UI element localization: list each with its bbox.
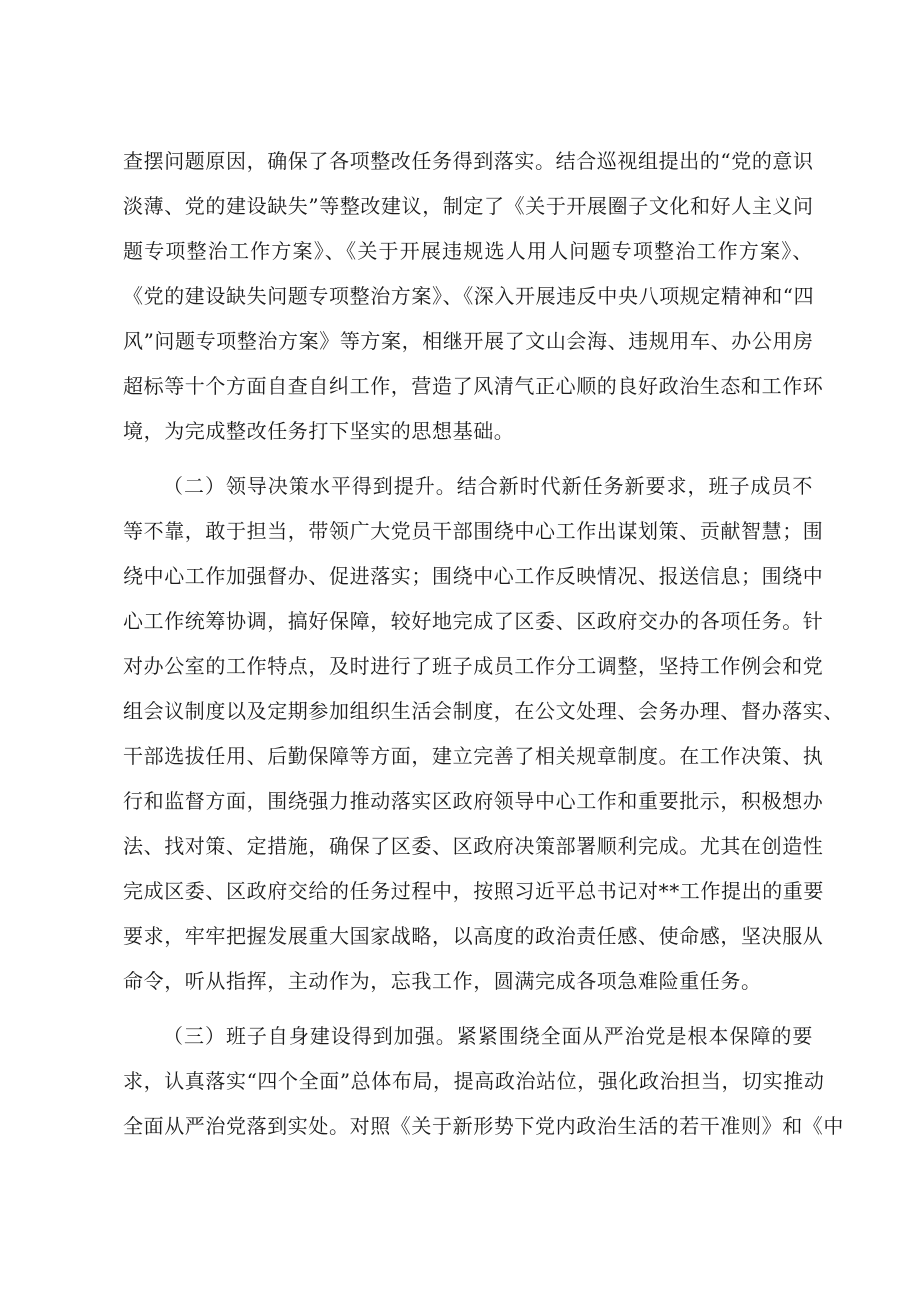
text-line: 绕中心工作加强督办、促进落实；围绕中心工作反映情况、报送信息；围绕中 bbox=[123, 564, 824, 588]
paragraph-3 bbox=[123, 1014, 844, 1149]
paragraph-gap bbox=[123, 454, 813, 464]
text-line: 对办公室的工作特点，及时进行了班子成员工作分工调整，坚持工作例会和党 bbox=[123, 654, 824, 678]
text-line: 组会议制度以及定期参加组织生活会制度，在公文处理、会务办理、督办落实、 bbox=[123, 699, 844, 723]
text-line: 《党的建设缺失问题专项整治方案》、《深入开展违反中央八项规定精神和“四 bbox=[123, 284, 815, 308]
text-line: 命令，听从指挥，主动作为，忘我工作，圆满完成各项急难险重任务。 bbox=[123, 969, 762, 993]
document-body bbox=[123, 139, 844, 1149]
text-line: 境，为完成整改任务打下坚实的思想基础。 bbox=[123, 419, 515, 443]
text-line: 题专项整治工作方案》、《关于开展违规选人用人问题专项整治工作方案》、 bbox=[123, 239, 813, 263]
text-line: 干部选拔任用、后勤保障等方面，建立完善了相关规章制度。在工作决策、执 bbox=[123, 744, 824, 768]
text-line: 超标等十个方面自查自纠工作，营造了风清气正心顺的良好政治生态和工作环 bbox=[123, 374, 824, 398]
paragraph-2 bbox=[123, 464, 844, 1004]
section-heading-line: （三）班子自身建设得到加强。紧紧围绕全面从严治党是根本保障的要 bbox=[163, 1024, 813, 1048]
section-heading-line: （二）领导决策水平得到提升。结合新时代新任务新要求，班子成员不 bbox=[163, 474, 813, 498]
text-line: 全面从严治党落到实处。对照《关于新形势下党内政治生活的若干准则》和《中 bbox=[123, 1114, 844, 1138]
paragraph-gap bbox=[123, 1004, 813, 1014]
text-line: 行和监督方面，围绕强力推动落实区政府领导中心工作和重要批示，积极想办 bbox=[123, 789, 824, 813]
text-line: 完成区委、区政府交给的任务过程中，按照习近平总书记对**工作提出的重要 bbox=[123, 879, 824, 903]
text-line: 法、找对策、定措施，确保了区委、区政府决策部署顺利完成。尤其在创造性 bbox=[123, 834, 824, 858]
text-line: 求，认真落实“四个全面”总体布局，提高政治站位，强化政治担当，切实推动 bbox=[123, 1069, 825, 1093]
text-line: 风”问题专项整治方案》等方案，相继开展了文山会海、违规用车、办公用房 bbox=[123, 329, 814, 353]
text-line: 查摆问题原因，确保了各项整改任务得到落实。结合巡视组提出的“党的意识 bbox=[123, 149, 814, 173]
text-line: 等不靠，敢于担当，带领广大党员干部围绕中心工作出谋划策、贡献智慧；围 bbox=[123, 519, 824, 543]
text-line: 要求，牢牢把握发展重大国家战略，以高度的政治责任感、使命感，坚决服从 bbox=[123, 924, 824, 948]
text-line: 心工作统筹协调，搞好保障，较好地完成了区委、区政府交办的各项任务。针 bbox=[123, 609, 824, 633]
text-line: 淡薄、党的建设缺失”等整改建议，制定了《关于开展圈子文化和好人主义问 bbox=[123, 194, 814, 218]
paragraph-1 bbox=[123, 139, 824, 454]
